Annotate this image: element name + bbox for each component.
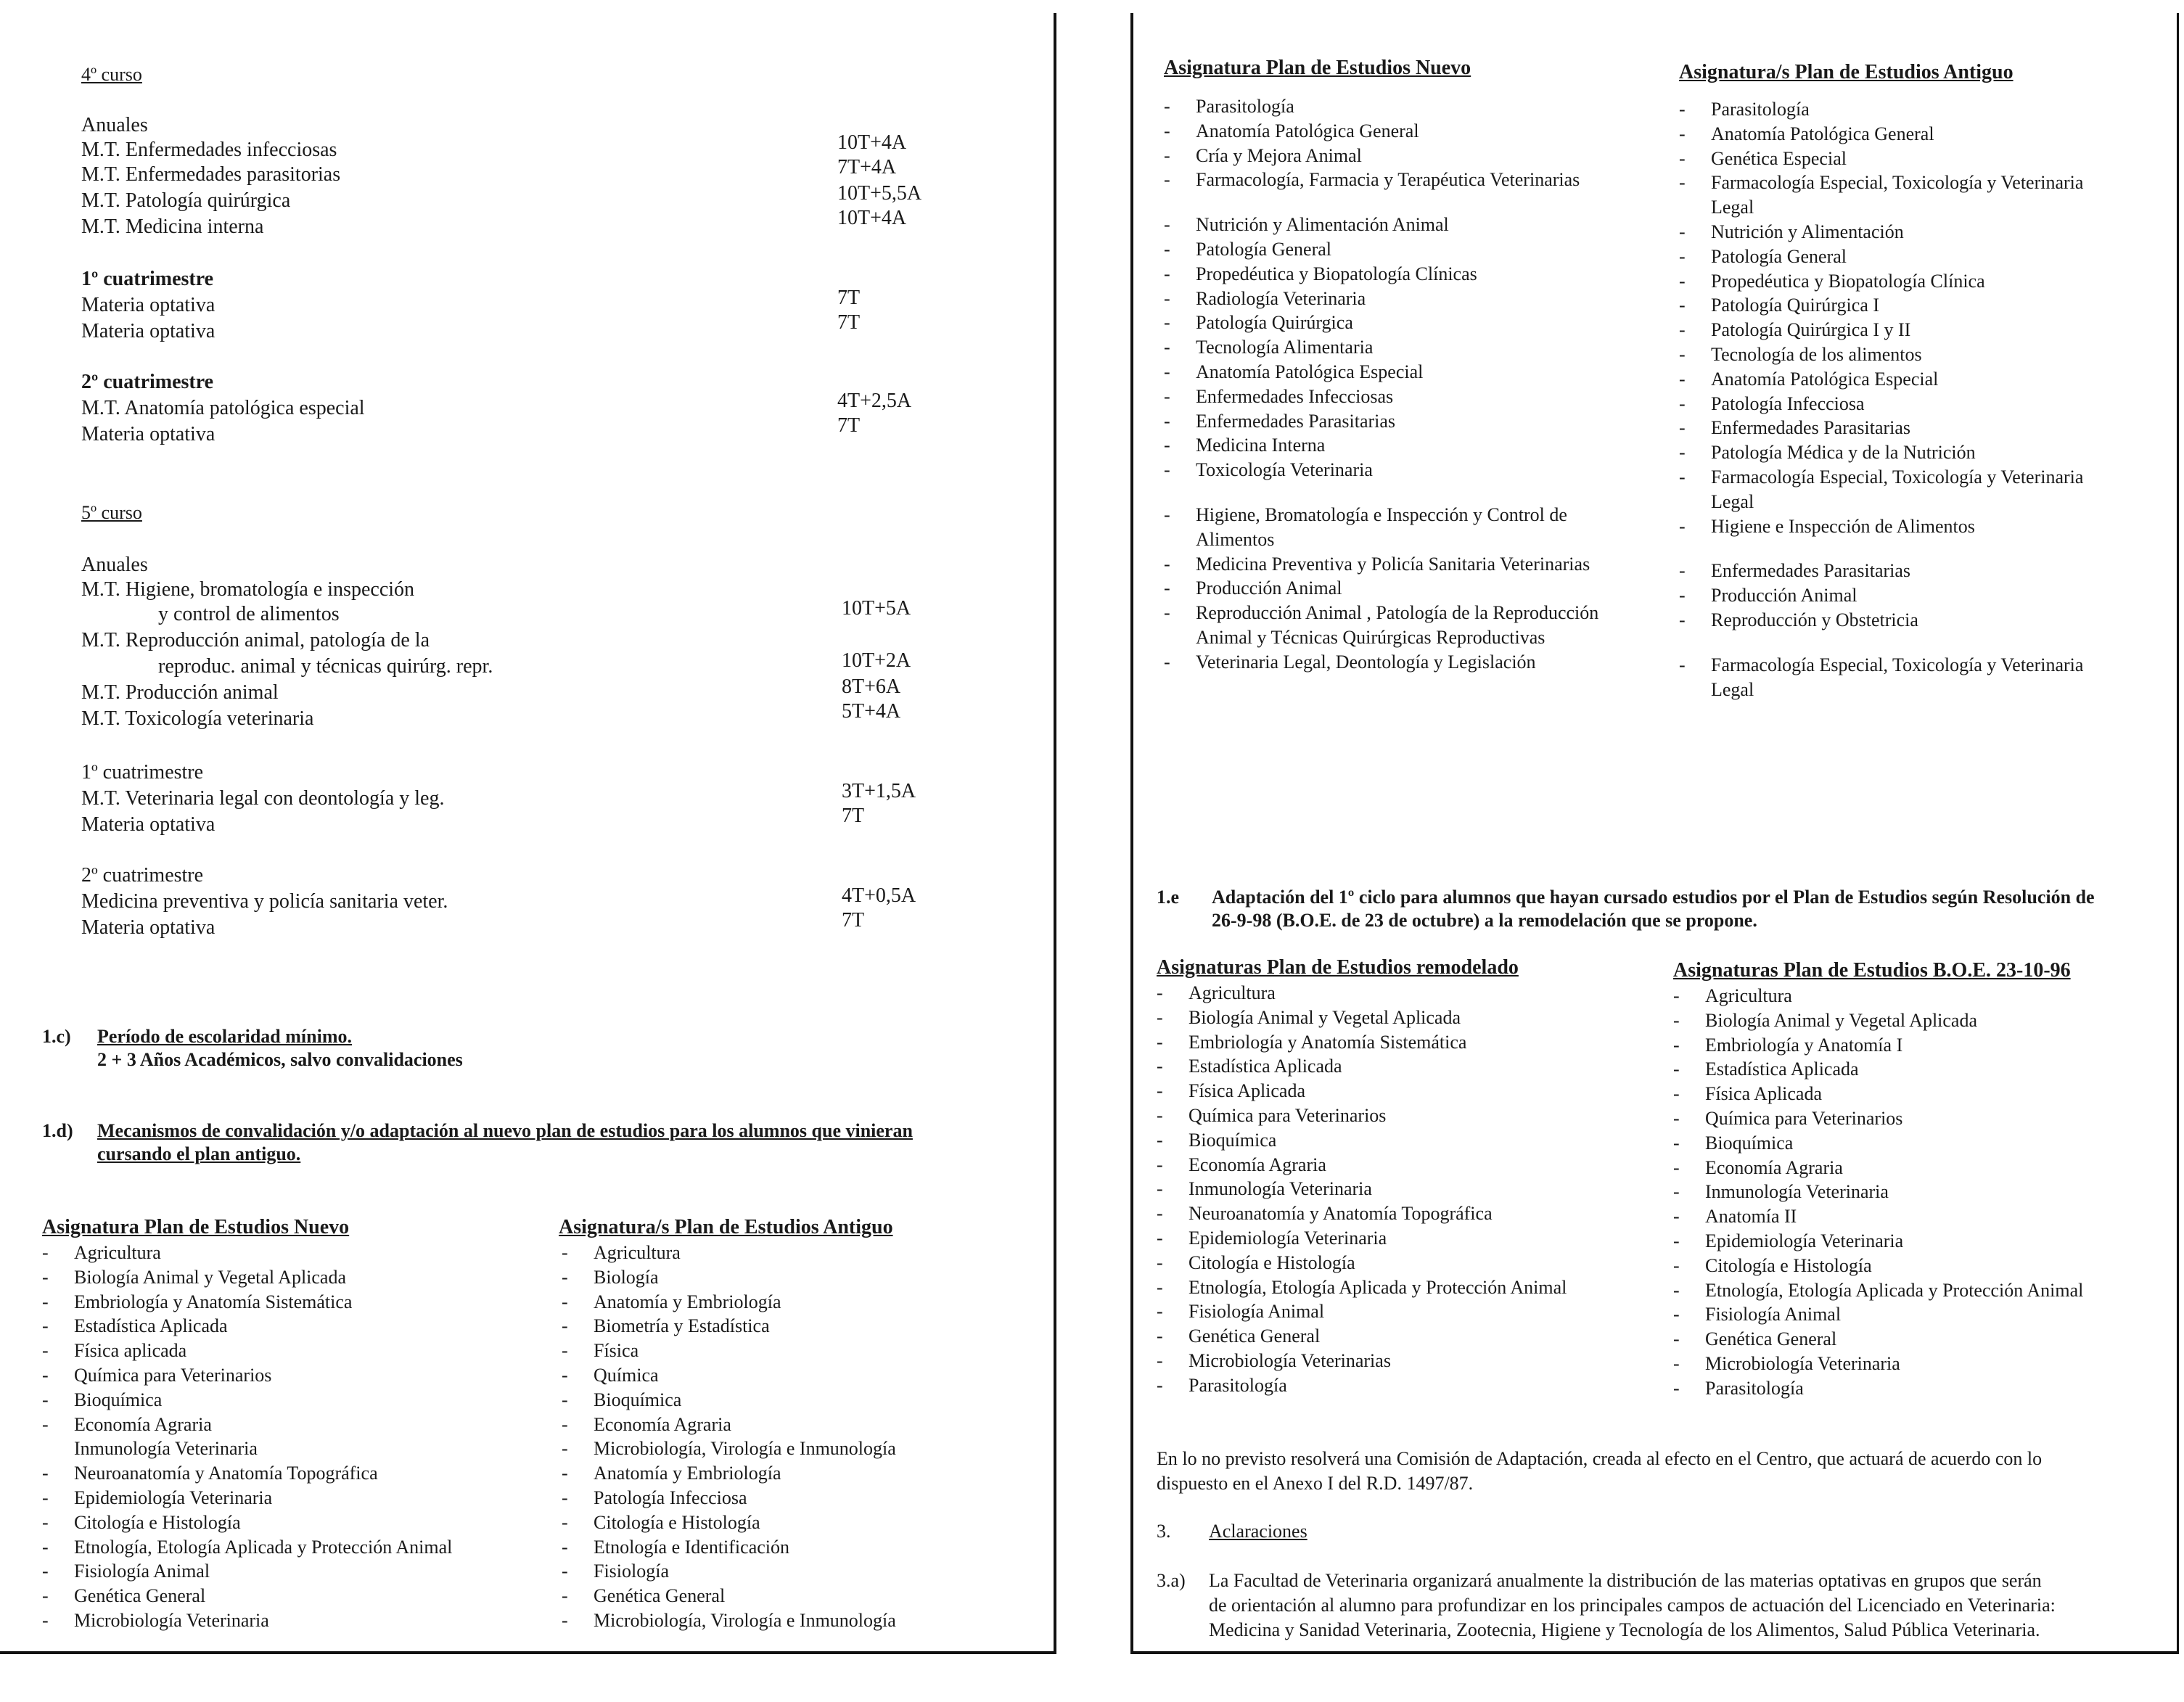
- list-item: - Citología e Histología: [562, 1510, 896, 1535]
- curso4-c2-label: 2º cuatrimestre: [81, 371, 214, 393]
- table2-old-list: [1673, 984, 2083, 1401]
- list-item: - Radiología Veterinaria: [1164, 287, 1598, 311]
- list-item: - Fisiología Animal: [1157, 1299, 1567, 1324]
- list-item: - Enfermedades Infecciosas: [1164, 385, 1598, 409]
- curso5-c2-label: 2º cuatrimestre: [81, 864, 204, 887]
- curso5-anual-2-line1: M.T. Reproducción animal, patología de la: [81, 629, 430, 651]
- list-item: - Genética General: [1157, 1324, 1567, 1349]
- sec-1c-text: 2 + 3 Años Académicos, salvo convalidaciones: [97, 1049, 463, 1070]
- list-item: - Agricultura: [1673, 984, 2083, 1008]
- list-item: - Parasitología: [1673, 1376, 2083, 1401]
- list-item: - Higiene e Inspección de Alimentos: [1679, 514, 2083, 539]
- list-item: - Fisiología Animal: [1673, 1302, 2083, 1327]
- list-item: - Física: [562, 1339, 896, 1363]
- list-item: - Toxicología Veterinaria: [1164, 458, 1598, 482]
- curso4-anual-4-credits: 10T+4A: [837, 207, 907, 229]
- sec-3a-number: 3.a): [1157, 1570, 1186, 1591]
- table-right-col-old-header: Asignatura/s Plan de Estudios Antiguo: [1679, 61, 2013, 83]
- list-item: - Física Aplicada: [1157, 1079, 1567, 1103]
- list-item: - Propedéutica y Biopatología Clínica: [1679, 269, 2083, 294]
- curso5-anual-4-credits: 5T+4A: [842, 700, 901, 723]
- list-item: - Higiene, Bromatología e Inspección y Control de: [1164, 503, 1598, 527]
- curso4-c2-item-1: M.T. Anatomía patológica especial: [81, 397, 365, 419]
- list-item: - Epidemiología Veterinaria: [1157, 1226, 1567, 1251]
- list-item: Animal y Técnicas Quirúrgicas Reproductivas: [1196, 626, 1545, 648]
- list-item: - Agricultura: [562, 1241, 896, 1265]
- table-right-old-list: [1679, 97, 2083, 702]
- curso5-c1-item-1: M.T. Veterinaria legal con deontología y leg.: [81, 787, 445, 810]
- list-item: - Etnología, Etología Aplicada y Protección Animal: [42, 1535, 452, 1560]
- list-item: - Farmacología, Farmacia y Terapéutica Veterinarias: [1164, 168, 1598, 192]
- list-item: - Citología e Histología: [1673, 1254, 2083, 1278]
- curso5-anual-2-line2: reproduc. animal y técnicas quirúrg. repr.: [158, 655, 493, 678]
- sec-1c-title: Período de escolaridad mínimo.: [97, 1026, 352, 1047]
- curso5-anual-3: M.T. Producción animal: [81, 681, 279, 704]
- list-item: - Patología Quirúrgica I y II: [1679, 318, 2083, 342]
- list-item: - Microbiología Veterinaria: [1673, 1352, 2083, 1376]
- curso5-anual-1-line1: M.T. Higiene, bromatología e inspección: [81, 578, 415, 601]
- list-item: - Microbiología Veterinarias: [1157, 1349, 1567, 1373]
- list-item: - Parasitología: [1164, 94, 1598, 119]
- list-item: - Microbiología, Virología e Inmunología: [562, 1436, 896, 1461]
- curso5-anuales-label: Anuales: [81, 554, 148, 576]
- list-item: - Etnología, Etología Aplicada y Protección Animal: [1157, 1275, 1567, 1300]
- list-item: - Economía Agraria: [1157, 1153, 1567, 1177]
- curso4-c2-item-1-credits: 4T+2,5A: [837, 390, 912, 412]
- list-item: - Tecnología Alimentaria: [1164, 335, 1598, 360]
- left-page: [0, 13, 1056, 1654]
- list-item: - Inmunología Veterinaria: [1157, 1177, 1567, 1201]
- curso5-anual-4: M.T. Toxicología veterinaria: [81, 707, 314, 730]
- list-item: - Biometría y Estadística: [562, 1314, 896, 1339]
- list-item: - Física aplicada: [42, 1339, 452, 1363]
- list-item: - Anatomía Patológica General: [1679, 122, 2083, 147]
- curso5-c2-item-2-credits: 7T: [842, 909, 865, 932]
- list-item: Legal: [1711, 678, 1754, 700]
- table-right-col-new-header: Asignatura Plan de Estudios Nuevo: [1164, 57, 1471, 79]
- list-item: - Biología Animal y Vegetal Aplicada: [42, 1265, 452, 1290]
- list-item: - Etnología, Etología Aplicada y Protección Animal: [1673, 1278, 2083, 1303]
- list-item: - Neuroanatomía y Anatomía Topográfica: [42, 1461, 452, 1486]
- list-item: - Química para Veterinarios: [1673, 1106, 2083, 1131]
- sec-1d-title-line1: Mecanismos de convalidación y/o adaptación al nuevo plan de estudios para los alumnos que vinieran: [97, 1120, 913, 1141]
- list-item: Legal: [1711, 197, 1754, 218]
- list-item: - Economía Agraria: [562, 1413, 896, 1437]
- list-item: - Microbiología, Virología e Inmunología: [562, 1608, 896, 1633]
- adaptation-note-line1: En lo no previsto resolverá una Comisión de Adaptación, creada al efecto en el Centro, que actuará de acuerdo con lo: [1157, 1448, 2043, 1469]
- sec-1c-number: 1.c): [42, 1026, 71, 1047]
- list-item: - Cría y Mejora Animal: [1164, 144, 1598, 168]
- table-right-new-list: [1164, 94, 1598, 675]
- curso4-c1-label: 1º cuatrimestre: [81, 268, 214, 290]
- table2-col-new-header: Asignaturas Plan de Estudios remodelado: [1157, 956, 1519, 979]
- curso4-anual-2: M.T. Enfermedades parasitorias: [81, 163, 341, 186]
- list-item: - Economía Agraria: [42, 1413, 452, 1437]
- list-item: - Patología Quirúrgica I: [1679, 293, 2083, 318]
- list-item: - Bioquímica: [1673, 1131, 2083, 1156]
- list-item: - Medicina Interna: [1164, 433, 1598, 458]
- list-item: - Química para Veterinarios: [1157, 1103, 1567, 1128]
- curso4-c1-item-2-credits: 7T: [837, 311, 861, 334]
- list-item: - Patología Infecciosa: [562, 1486, 896, 1510]
- curso5-anual-3-credits: 8T+6A: [842, 675, 901, 698]
- curso5-c2-item-1-credits: 4T+0,5A: [842, 884, 916, 907]
- list-item: - Producción Animal: [1679, 583, 2083, 608]
- list-item: - Neuroanatomía y Anatomía Topográfica: [1157, 1201, 1567, 1226]
- list-item: - Reproducción Animal , Patología de la Reproducción: [1164, 601, 1598, 625]
- sec-1e-number: 1.e: [1157, 887, 1180, 908]
- list-item: - Biología: [562, 1265, 896, 1290]
- list-item: - Farmacología Especial, Toxicología y Veterinaria: [1679, 465, 2083, 490]
- list-item: - Producción Animal: [1164, 576, 1598, 601]
- list-item: - Embriología y Anatomía Sistemática: [1157, 1030, 1567, 1055]
- sec-1d-title-line2: cursando el plan antiguo.: [97, 1143, 301, 1164]
- list-item: - Parasitología: [1157, 1373, 1567, 1398]
- curso4-anual-1: M.T. Enfermedades infecciosas: [81, 139, 337, 161]
- list-item: - Patología Quirúrgica: [1164, 311, 1598, 335]
- sec-1d-number: 1.d): [42, 1120, 73, 1141]
- curso4-c1-item-2: Materia optativa: [81, 320, 215, 342]
- list-item: - Anatomía y Embriología: [562, 1290, 896, 1315]
- list-item: - Estadística Aplicada: [1157, 1054, 1567, 1079]
- list-item: - Genética General: [42, 1584, 452, 1608]
- list-item: - Farmacología Especial, Toxicología y Veterinaria: [1679, 653, 2083, 678]
- curso5-c2-item-2: Materia optativa: [81, 916, 215, 939]
- curso4-anual-3-credits: 10T+5,5A: [837, 182, 922, 205]
- list-item: - Patología General: [1164, 237, 1598, 262]
- curso5-anual-1-line2: y control de alimentos: [158, 603, 340, 625]
- list-item: - Economía Agraria: [1673, 1156, 2083, 1180]
- list-item: - Embriología y Anatomía Sistemática: [42, 1290, 452, 1315]
- list-item: - Bioquímica: [42, 1388, 452, 1413]
- list-item: - Enfermedades Parasitarias: [1679, 416, 2083, 440]
- table-left-new-list: [42, 1241, 452, 1633]
- list-item: - Anatomía II: [1673, 1204, 2083, 1229]
- table-left-col-old-header: Asignatura/s Plan de Estudios Antiguo: [559, 1216, 893, 1238]
- list-item: - Etnología e Identificación: [562, 1535, 896, 1560]
- curso4-anual-3: M.T. Patología quirúrgica: [81, 189, 291, 212]
- list-item: - Patología General: [1679, 244, 2083, 269]
- list-item: - Nutrición y Alimentación Animal: [1164, 213, 1598, 237]
- list-item: - Inmunología Veterinaria: [1673, 1180, 2083, 1204]
- list-item: - Química: [562, 1363, 896, 1388]
- curso4-anual-2-credits: 7T+4A: [837, 156, 897, 178]
- table2-col-old-header: Asignaturas Plan de Estudios B.O.E. 23-10-96: [1673, 959, 2071, 982]
- list-item: - Genética General: [562, 1584, 896, 1608]
- list-item: - Fisiología Animal: [42, 1559, 452, 1584]
- list-item: - Enfermedades Parasitarias: [1164, 409, 1598, 434]
- list-item: - Citología e Histología: [1157, 1251, 1567, 1275]
- list-item: Legal: [1711, 490, 1754, 512]
- list-item: - Patología Infecciosa: [1679, 392, 2083, 416]
- list-item: - Tecnología de los alimentos: [1679, 342, 2083, 367]
- list-item: - Agricultura: [1157, 981, 1567, 1006]
- list-item: - Bioquímica: [562, 1388, 896, 1413]
- list-item: - Física Aplicada: [1673, 1082, 2083, 1106]
- sec-3-number: 3.: [1157, 1521, 1171, 1542]
- list-item: - Genética General: [1673, 1327, 2083, 1352]
- sec-3-title: Aclaraciones: [1209, 1521, 1307, 1542]
- list-item: - Embriología y Anatomía I: [1673, 1033, 2083, 1058]
- table-left-col-new-header: Asignatura Plan de Estudios Nuevo: [42, 1216, 350, 1238]
- list-item: - Epidemiología Veterinaria: [42, 1486, 452, 1510]
- list-item: - Agricultura: [42, 1241, 452, 1265]
- list-item: - Estadística Aplicada: [42, 1314, 452, 1339]
- curso4-c2-item-2-credits: 7T: [837, 414, 861, 437]
- adaptation-note-line2: dispuesto en el Anexo I del R.D. 1497/87.: [1157, 1473, 1474, 1494]
- sec-3a-line2: de orientación al alumno para profundizar en los principales campos de actuación del Licenciado en Veterinaria:: [1209, 1595, 2056, 1616]
- curso4-c1-item-1: Materia optativa: [81, 294, 215, 316]
- curso4-c1-item-1-credits: 7T: [837, 287, 861, 309]
- curso5-anual-1-credits: 10T+5A: [842, 597, 911, 620]
- sec-3a-line3: Medicina y Sanidad Veterinaria, Zootecnia, Higiene y Tecnología de los Alimentos, Salud Pública Veterinaria.: [1209, 1619, 2040, 1640]
- table2-new-list: [1157, 981, 1567, 1398]
- curso5-c2-item-1: Medicina preventiva y policía sanitaria veter.: [81, 890, 448, 913]
- list-item: - Veterinaria Legal, Deontología y Legislación: [1164, 650, 1598, 675]
- list-item: - Enfermedades Parasitarias: [1679, 559, 2083, 583]
- list-item: - Fisiología: [562, 1559, 896, 1584]
- right-page: [1130, 13, 2179, 1654]
- list-item: - Medicina Preventiva y Policía Sanitaria Veterinarias: [1164, 552, 1598, 577]
- curso5-c1-item-2-credits: 7T: [842, 805, 865, 827]
- list-item: Inmunología Veterinaria: [74, 1438, 258, 1460]
- list-item: - Bioquímica: [1157, 1128, 1567, 1153]
- list-item: - Parasitología: [1679, 97, 2083, 122]
- curso4-anual-1-credits: 10T+4A: [837, 131, 907, 154]
- curso5-c1-item-2: Materia optativa: [81, 813, 215, 836]
- list-item: - Genética Especial: [1679, 147, 2083, 171]
- sec-1e-line1: Adaptación del 1º ciclo para alumnos que hayan cursado estudios por el Plan de Estudios según Resolución de: [1212, 887, 2095, 908]
- list-item: - Farmacología Especial, Toxicología y Veterinaria: [1679, 170, 2083, 195]
- list-item: - Reproducción y Obstetricia: [1679, 608, 2083, 633]
- curso4-c2-item-2: Materia optativa: [81, 423, 215, 445]
- curso5-c1-label: 1º cuatrimestre: [81, 761, 204, 784]
- table-left-old-list: [562, 1241, 896, 1633]
- list-item: - Biología Animal y Vegetal Aplicada: [1157, 1006, 1567, 1030]
- list-item: - Anatomía Patológica Especial: [1679, 367, 2083, 392]
- curso4-anual-4: M.T. Medicina interna: [81, 215, 264, 238]
- list-item: - Nutrición y Alimentación: [1679, 220, 2083, 244]
- sec-3a-line1: La Facultad de Veterinaria organizará anualmente la distribución de las materias optativas en grupos que serán: [1209, 1570, 2042, 1591]
- list-item: - Propedéutica y Biopatología Clínicas: [1164, 262, 1598, 287]
- list-item: - Biología Animal y Vegetal Aplicada: [1673, 1008, 2083, 1033]
- curso5-c1-item-1-credits: 3T+1,5A: [842, 780, 916, 802]
- list-item: - Epidemiología Veterinaria: [1673, 1229, 2083, 1254]
- list-item: - Microbiología Veterinaria: [42, 1608, 452, 1633]
- list-item: Alimentos: [1196, 528, 1275, 550]
- list-item: - Patología Médica y de la Nutrición: [1679, 440, 2083, 465]
- list-item: - Anatomía y Embriología: [562, 1461, 896, 1486]
- curso5-heading: 5º curso: [81, 502, 142, 523]
- list-item: - Citología e Histología: [42, 1510, 452, 1535]
- list-item: - Anatomía Patológica General: [1164, 119, 1598, 144]
- curso4-heading: 4º curso: [81, 64, 142, 85]
- sec-1e-line2: 26-9-98 (B.O.E. de 23 de octubre) a la remodelación que se propone.: [1212, 910, 1757, 931]
- curso4-anuales-label: Anuales: [81, 114, 148, 136]
- curso5-anual-2-credits: 10T+2A: [842, 649, 911, 672]
- list-item: - Química para Veterinarios: [42, 1363, 452, 1388]
- list-item: - Estadística Aplicada: [1673, 1057, 2083, 1082]
- list-item: - Anatomía Patológica Especial: [1164, 360, 1598, 385]
